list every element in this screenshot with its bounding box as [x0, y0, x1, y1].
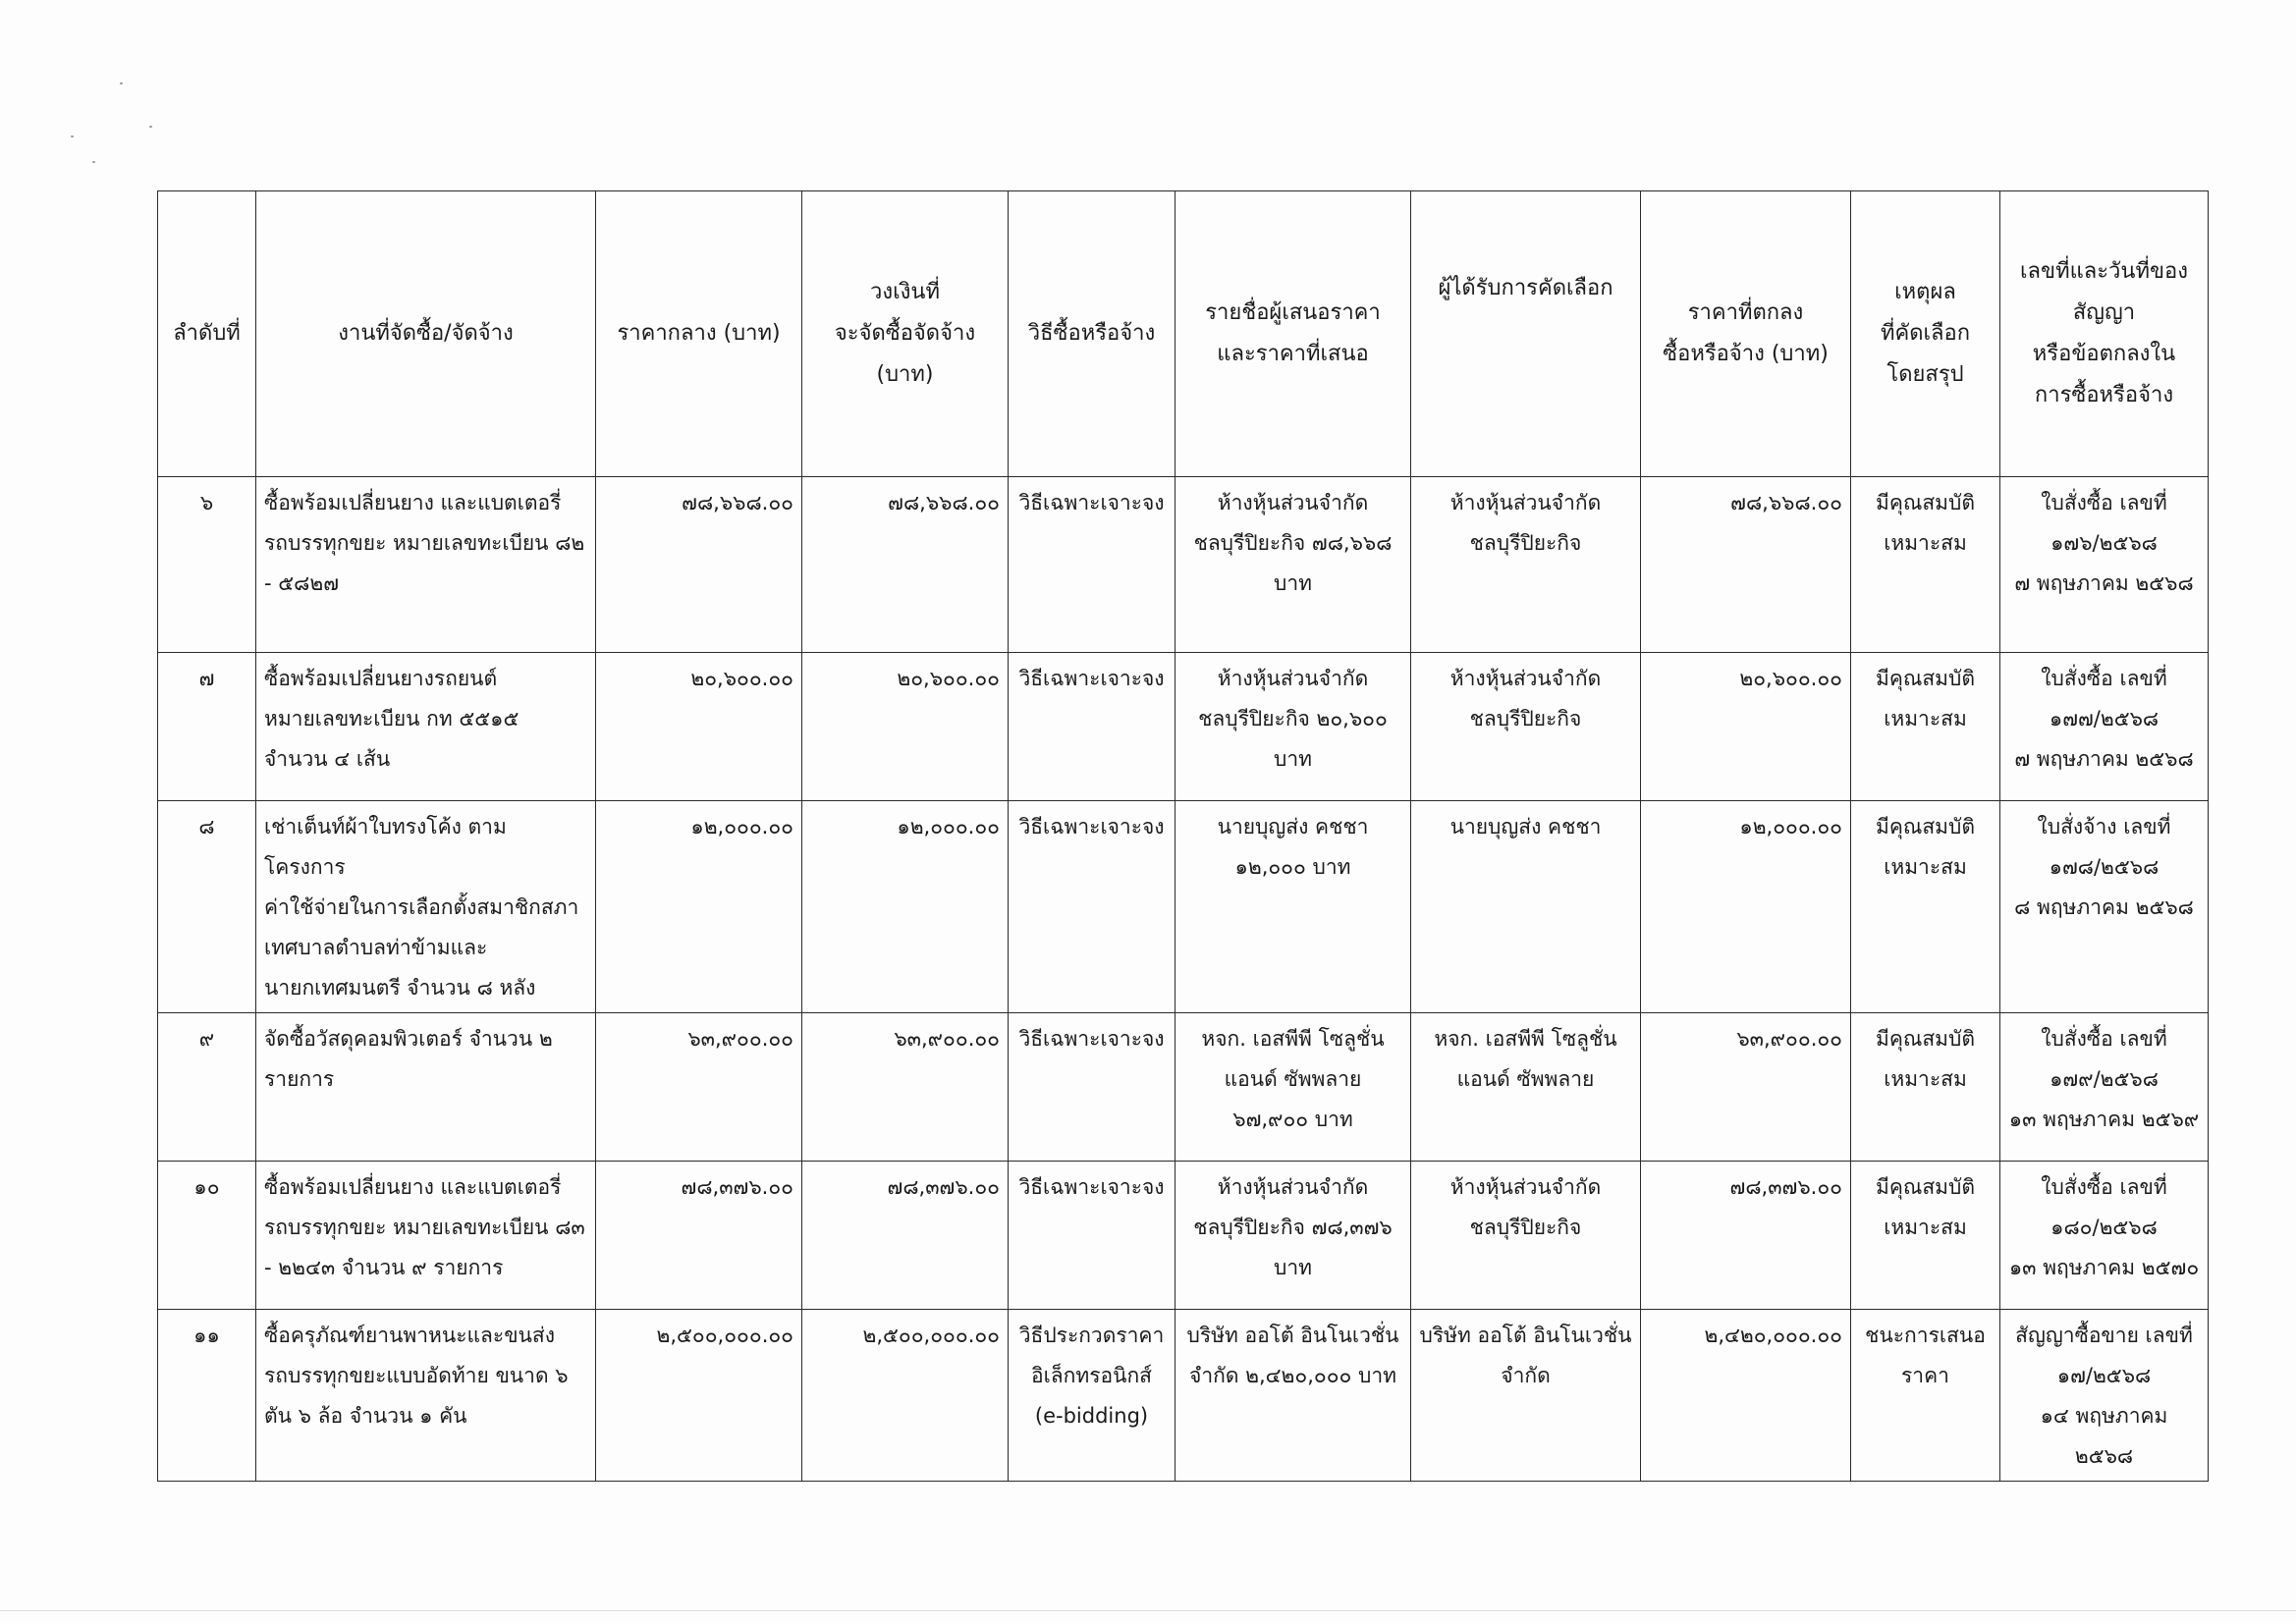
scan-speck — [120, 82, 123, 84]
cell-agreed-price: ๗๘,๓๗๖.๐๐ — [1641, 1162, 1851, 1310]
cell-bidders: หจก. เอสพีพี โซลูชั่น แอนด์ ซัพพลาย ๖๗,๙๐๐ บาท — [1175, 1013, 1411, 1162]
header-budget: วงเงินที่ จะจัดซื้อจัดจ้าง (บาท) — [802, 191, 1009, 477]
cell-median-price: ๒,๕๐๐,๐๐๐.๐๐ — [596, 1310, 802, 1482]
cell-reason: มีคุณสมบัติ เหมาะสม — [1851, 1162, 2000, 1310]
cell-selected: นายบุญส่ง คชชา — [1411, 801, 1641, 1013]
cell-bidders: บริษัท ออโต้ อินโนเวชั่น จำกัด ๒,๔๒๐,๐๐๐ บาท — [1175, 1310, 1411, 1482]
cell-agreed-price: ๒๐,๖๐๐.๐๐ — [1641, 653, 1851, 801]
scan-speck — [92, 161, 95, 163]
cell-budget: ๒๐,๖๐๐.๐๐ — [802, 653, 1009, 801]
cell-contract: สัญญาซื้อขาย เลขที่ ๑๗/๒๕๖๘ ๑๔ พฤษภาคม ๒๕๖๘ — [2000, 1310, 2209, 1482]
cell-selected: หจก. เอสพีพี โซลูชั่น แอนด์ ซัพพลาย — [1411, 1013, 1641, 1162]
cell-bidders: นายบุญส่ง คชชา ๑๒,๐๐๐ บาท — [1175, 801, 1411, 1013]
cell-seq: ๑๑ — [158, 1310, 256, 1482]
table-row — [158, 1162, 2209, 1310]
cell-selected: ห้างหุ้นส่วนจำกัด ชลบุรีปิยะกิจ — [1411, 477, 1641, 653]
cell-method: วิธีเฉพาะเจาะจง — [1009, 477, 1175, 653]
cell-work: ซื้อพร้อมเปลี่ยนยางรถยนต์ หมายเลขทะเบียน กท ๕๕๑๕ จำนวน ๔ เส้น — [256, 653, 596, 801]
table-row — [158, 1310, 2209, 1482]
header-median-price: ราคากลาง (บาท) — [596, 191, 802, 477]
header-selected: ผู้ได้รับการคัดเลือก — [1411, 191, 1641, 477]
header-row — [158, 191, 2209, 477]
cell-seq: ๖ — [158, 477, 256, 653]
cell-contract: ใบสั่งซื้อ เลขที่ ๑๗๗/๒๕๖๘ ๗ พฤษภาคม ๒๕๖๘ — [2000, 653, 2209, 801]
cell-reason: มีคุณสมบัติ เหมาะสม — [1851, 477, 2000, 653]
cell-method: วิธีเฉพาะเจาะจง — [1009, 653, 1175, 801]
scan-speck — [71, 135, 74, 137]
header-bidders: รายชื่อผู้เสนอราคา และราคาที่เสนอ — [1175, 191, 1411, 477]
cell-method: วิธีเฉพาะเจาะจง — [1009, 1162, 1175, 1310]
cell-work: ซื้อครุภัณฑ์ยานพาหนะและขนส่ง รถบรรทุกขยะแบบอัดท้าย ขนาด ๖ ตัน ๖ ล้อ จำนวน ๑ คัน — [256, 1310, 596, 1482]
cell-bidders: ห้างหุ้นส่วนจำกัด ชลบุรีปิยะกิจ ๗๘,๓๗๖ บาท — [1175, 1162, 1411, 1310]
header-contract: เลขที่และวันที่ของ สัญญา หรือข้อตกลงใน การซื้อหรือจ้าง — [2000, 191, 2209, 477]
cell-reason: มีคุณสมบัติ เหมาะสม — [1851, 653, 2000, 801]
cell-work: ซื้อพร้อมเปลี่ยนยาง และแบตเตอรี่ รถบรรทุกขยะ หมายเลขทะเบียน ๘๓ - ๒๒๔๓ จำนวน ๙ รายการ — [256, 1162, 596, 1310]
scan-edge-line — [0, 1610, 2296, 1611]
header-seq: ลำดับที่ — [158, 191, 256, 477]
cell-reason: มีคุณสมบัติ เหมาะสม — [1851, 1013, 2000, 1162]
cell-work: ซื้อพร้อมเปลี่ยนยาง และแบตเตอรี่ รถบรรทุกขยะ หมายเลขทะเบียน ๘๒ - ๕๘๒๗ — [256, 477, 596, 653]
cell-budget: ๒,๕๐๐,๐๐๐.๐๐ — [802, 1310, 1009, 1482]
cell-contract: ใบสั่งซื้อ เลขที่ ๑๗๙/๒๕๖๘ ๑๓ พฤษภาคม ๒๕๖๙ — [2000, 1013, 2209, 1162]
header-agreed-price: ราคาที่ตกลง ซื้อหรือจ้าง (บาท) — [1641, 191, 1851, 477]
cell-budget: ๗๘,๓๗๖.๐๐ — [802, 1162, 1009, 1310]
cell-work: เช่าเต็นท์ผ้าใบทรงโค้ง ตามโครงการ ค่าใช้จ่ายในการเลือกตั้งสมาชิกสภา เทศบาลตำบลท่าข้ามและ นายกเทศมนตรี จำนวน ๘ หลัง — [256, 801, 596, 1013]
cell-agreed-price: ๒,๔๒๐,๐๐๐.๐๐ — [1641, 1310, 1851, 1482]
cell-selected: ห้างหุ้นส่วนจำกัด ชลบุรีปิยะกิจ — [1411, 653, 1641, 801]
cell-median-price: ๗๘,๓๗๖.๐๐ — [596, 1162, 802, 1310]
header-work: งานที่จัดซื้อ/จัดจ้าง — [256, 191, 596, 477]
cell-agreed-price: ๗๘,๖๖๘.๐๐ — [1641, 477, 1851, 653]
cell-agreed-price: ๑๒,๐๐๐.๐๐ — [1641, 801, 1851, 1013]
cell-work: จัดซื้อวัสดุคอมพิวเตอร์ จำนวน ๒ รายการ — [256, 1013, 596, 1162]
cell-budget: ๑๒,๐๐๐.๐๐ — [802, 801, 1009, 1013]
header-method: วิธีซื้อหรือจ้าง — [1009, 191, 1175, 477]
cell-reason: ชนะการเสนอ ราคา — [1851, 1310, 2000, 1482]
cell-seq: ๑๐ — [158, 1162, 256, 1310]
table-row — [158, 801, 2209, 1013]
header-reason: เหตุผล ที่คัดเลือก โดยสรุป — [1851, 191, 2000, 477]
cell-bidders: ห้างหุ้นส่วนจำกัด ชลบุรีปิยะกิจ ๒๐,๖๐๐ บาท — [1175, 653, 1411, 801]
cell-budget: ๗๘,๖๖๘.๐๐ — [802, 477, 1009, 653]
cell-contract: ใบสั่งซื้อ เลขที่ ๑๘๐/๒๕๖๘ ๑๓ พฤษภาคม ๒๕๗๐ — [2000, 1162, 2209, 1310]
scan-speck — [149, 126, 152, 128]
cell-median-price: ๗๘,๖๖๘.๐๐ — [596, 477, 802, 653]
cell-median-price: ๒๐,๖๐๐.๐๐ — [596, 653, 802, 801]
table-row — [158, 477, 2209, 653]
procurement-table — [157, 190, 2209, 1482]
cell-median-price: ๖๓,๙๐๐.๐๐ — [596, 1013, 802, 1162]
cell-seq: ๘ — [158, 801, 256, 1013]
cell-contract: ใบสั่งจ้าง เลขที่ ๑๗๘/๒๕๖๘ ๘ พฤษภาคม ๒๕๖๘ — [2000, 801, 2209, 1013]
cell-selected: บริษัท ออโต้ อินโนเวชั่น จำกัด — [1411, 1310, 1641, 1482]
cell-reason: มีคุณสมบัติ เหมาะสม — [1851, 801, 2000, 1013]
cell-method: วิธีเฉพาะเจาะจง — [1009, 1013, 1175, 1162]
cell-agreed-price: ๖๓,๙๐๐.๐๐ — [1641, 1013, 1851, 1162]
cell-median-price: ๑๒,๐๐๐.๐๐ — [596, 801, 802, 1013]
table-row — [158, 653, 2209, 801]
cell-contract: ใบสั่งซื้อ เลขที่ ๑๗๖/๒๕๖๘ ๗ พฤษภาคม ๒๕๖๘ — [2000, 477, 2209, 653]
cell-method: วิธีประกวดราคา อิเล็กทรอนิกส์ (e-bidding) — [1009, 1310, 1175, 1482]
cell-seq: ๗ — [158, 653, 256, 801]
cell-bidders: ห้างหุ้นส่วนจำกัด ชลบุรีปิยะกิจ ๗๘,๖๖๘ บาท — [1175, 477, 1411, 653]
cell-selected: ห้างหุ้นส่วนจำกัด ชลบุรีปิยะกิจ — [1411, 1162, 1641, 1310]
cell-method: วิธีเฉพาะเจาะจง — [1009, 801, 1175, 1013]
table-row — [158, 1013, 2209, 1162]
cell-seq: ๙ — [158, 1013, 256, 1162]
cell-budget: ๖๓,๙๐๐.๐๐ — [802, 1013, 1009, 1162]
